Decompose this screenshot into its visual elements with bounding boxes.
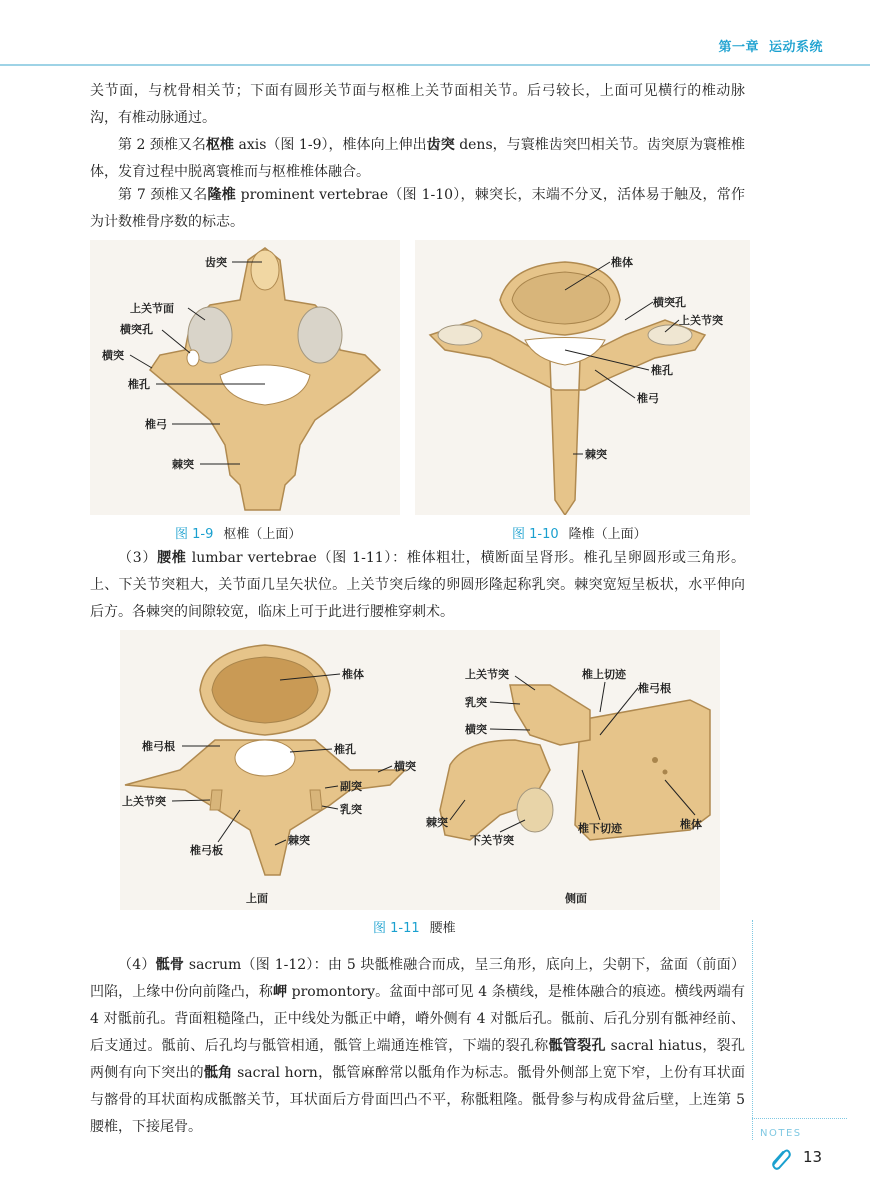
term-lumbar: 腰椎 — [157, 550, 187, 566]
label-transverse-foramen: 横突孔 — [653, 296, 686, 309]
paragraph-prominens — [90, 182, 745, 236]
label-side-view: 侧面 — [565, 892, 587, 905]
label-transverse-process: 横突 — [394, 760, 416, 773]
label-superior-process: 上关节突 — [679, 314, 723, 327]
label-spinous: 棘突 — [585, 448, 607, 461]
caption-number: 图 1-11 — [373, 921, 420, 936]
term-sacrum: 骶骨 — [155, 957, 185, 973]
caption-title: 隆椎（上面） — [568, 527, 647, 542]
label-pedicle: 椎弓根 — [142, 740, 175, 753]
label-body: 椎体 — [611, 256, 633, 269]
term-sacral-horn: 骶角 — [203, 1065, 233, 1081]
text: prominent vertebrae（图 1-10），棘突长，末端不分叉，活体易于触及，常作为计数椎骨序数的标志。 — [90, 187, 746, 230]
paperclip-icon — [768, 1146, 792, 1170]
label-body: 椎体 — [342, 668, 364, 681]
text: （3） — [118, 550, 158, 566]
label-accessory: 副突 — [340, 780, 362, 793]
figure-axis-image — [90, 240, 400, 515]
label-vertebral-foramen: 椎孔 — [334, 743, 356, 756]
label-side-superior-process: 上关节突 — [465, 668, 509, 681]
running-header — [708, 36, 823, 55]
label-top-view: 上面 — [246, 892, 268, 905]
term-sacral-hiatus: 骶管裂孔 — [548, 1038, 606, 1054]
label-arch: 椎弓 — [145, 418, 167, 431]
label-inferior-process: 下关节突 — [470, 834, 514, 847]
text: （4） — [118, 957, 156, 973]
caption-title: 腰椎 — [429, 921, 456, 936]
chapter-number: 第一章 — [718, 40, 759, 55]
label-side-body: 椎体 — [680, 818, 702, 831]
term-promontory: 岬 — [273, 984, 288, 1000]
label-vertebral-foramen: 椎孔 — [651, 364, 673, 377]
paragraph-sacrum — [90, 952, 745, 1141]
paragraph-axis — [90, 132, 745, 186]
text: sacral horn，骶管麻醉常以骶角作为标志。骶骨外侧部上宽下窄，上份有耳状面与髂骨的耳状面构成骶髂关节，耳状面后方骨面凹凸不平，称骶粗隆。骶骨参与构成骨盆后壁，上连第 5 腰椎，下接尾骨。 — [90, 1065, 746, 1135]
text: sacral hiatus，裂孔两侧有向下突出的 — [90, 1038, 745, 1081]
caption-title: 枢椎（上面） — [223, 527, 302, 542]
figure-prominens-image — [415, 240, 750, 515]
label-side-mammillary: 乳突 — [465, 696, 487, 709]
label-side-pedicle: 椎弓根 — [638, 682, 671, 695]
text: axis（图 1-9），椎体向上伸出 — [234, 137, 427, 153]
label-superior-facet: 上关节面 — [130, 302, 174, 315]
label-mammillary: 乳突 — [340, 803, 362, 816]
header-rule — [0, 64, 870, 66]
paragraph-lumbar — [90, 545, 745, 626]
caption-fig-1-9 — [175, 523, 301, 542]
page-number: 13 — [803, 1148, 823, 1166]
label-side-spinous: 棘突 — [426, 816, 448, 829]
label-spinous: 棘突 — [172, 458, 194, 471]
paragraph-atlas-end: 关节面，与枕骨相关节；下面有圆形关节面与枢椎上关节面相关节。后弓较长，上面可见横行的椎动脉沟，有椎动脉通过。 — [90, 83, 745, 126]
caption-number: 图 1-10 — [512, 527, 559, 542]
notes-label: NOTES — [760, 1128, 802, 1139]
caption-fig-1-11 — [373, 917, 456, 936]
notes-margin-line — [752, 920, 753, 1140]
label-spinous: 棘突 — [288, 834, 310, 847]
chapter-title: 运动系统 — [768, 40, 823, 55]
text: 第 7 颈椎又名 — [118, 187, 208, 203]
text: promontory。盆面中部可见 4 条横线，是椎体融合的痕迹。横线两端有 4 对骶前孔。背面粗糙隆凸，正中线处为骶正中嵴，嵴外侧有 4 对骶后孔。骶前、后孔分别有骶神经前、后支通过。骶前、后孔均与骶管相通，骶管上端通连椎管，下端的裂孔称 — [90, 984, 745, 1054]
term-axis: 枢椎 — [205, 137, 235, 153]
text: sacrum（图 1-12）：由 5 块骶椎融合而成，呈三角形，底向上，尖朝下，盆面（前面）凹陷，上缘中份向前隆凸，称 — [90, 957, 746, 1000]
term-dens: 齿突 — [426, 137, 455, 153]
label-lamina: 椎弓板 — [190, 844, 223, 857]
caption-fig-1-10 — [512, 523, 647, 542]
label-dens: 齿突 — [205, 256, 227, 269]
term-prominens: 隆椎 — [207, 187, 236, 203]
text: 第 2 颈椎又名 — [118, 137, 206, 153]
label-transverse-foramen: 横突孔 — [120, 323, 153, 336]
text: dens，与寰椎齿突凹相关节。齿突原为寰椎椎体，发育过程中脱离寰椎而与枢椎椎体融合。 — [90, 137, 746, 180]
label-inferior-notch: 椎下切迹 — [578, 822, 622, 835]
figure-lumbar-image — [120, 630, 720, 910]
label-transverse-process: 横突 — [102, 349, 124, 362]
label-superior-notch: 椎上切迹 — [582, 668, 626, 681]
label-superior-process: 上关节突 — [122, 795, 166, 808]
label-arch: 椎弓 — [637, 392, 659, 405]
text: lumbar vertebrae（图 1-11）：椎体粗壮，横断面呈肾形。椎孔呈卵圆形或三角形。上、下关节突粗大，关节面几呈矢状位。上关节突后缘的卵圆形隆起称乳突。棘突宽短呈板状，水平伸向后方。各棘突的间隙较宽，临床上可于此进行腰椎穿刺术。 — [90, 550, 745, 620]
label-side-transverse: 横突 — [465, 723, 487, 736]
label-vertebral-foramen: 椎孔 — [128, 378, 150, 391]
caption-number: 图 1-9 — [175, 527, 214, 542]
notes-divider — [752, 1118, 847, 1119]
